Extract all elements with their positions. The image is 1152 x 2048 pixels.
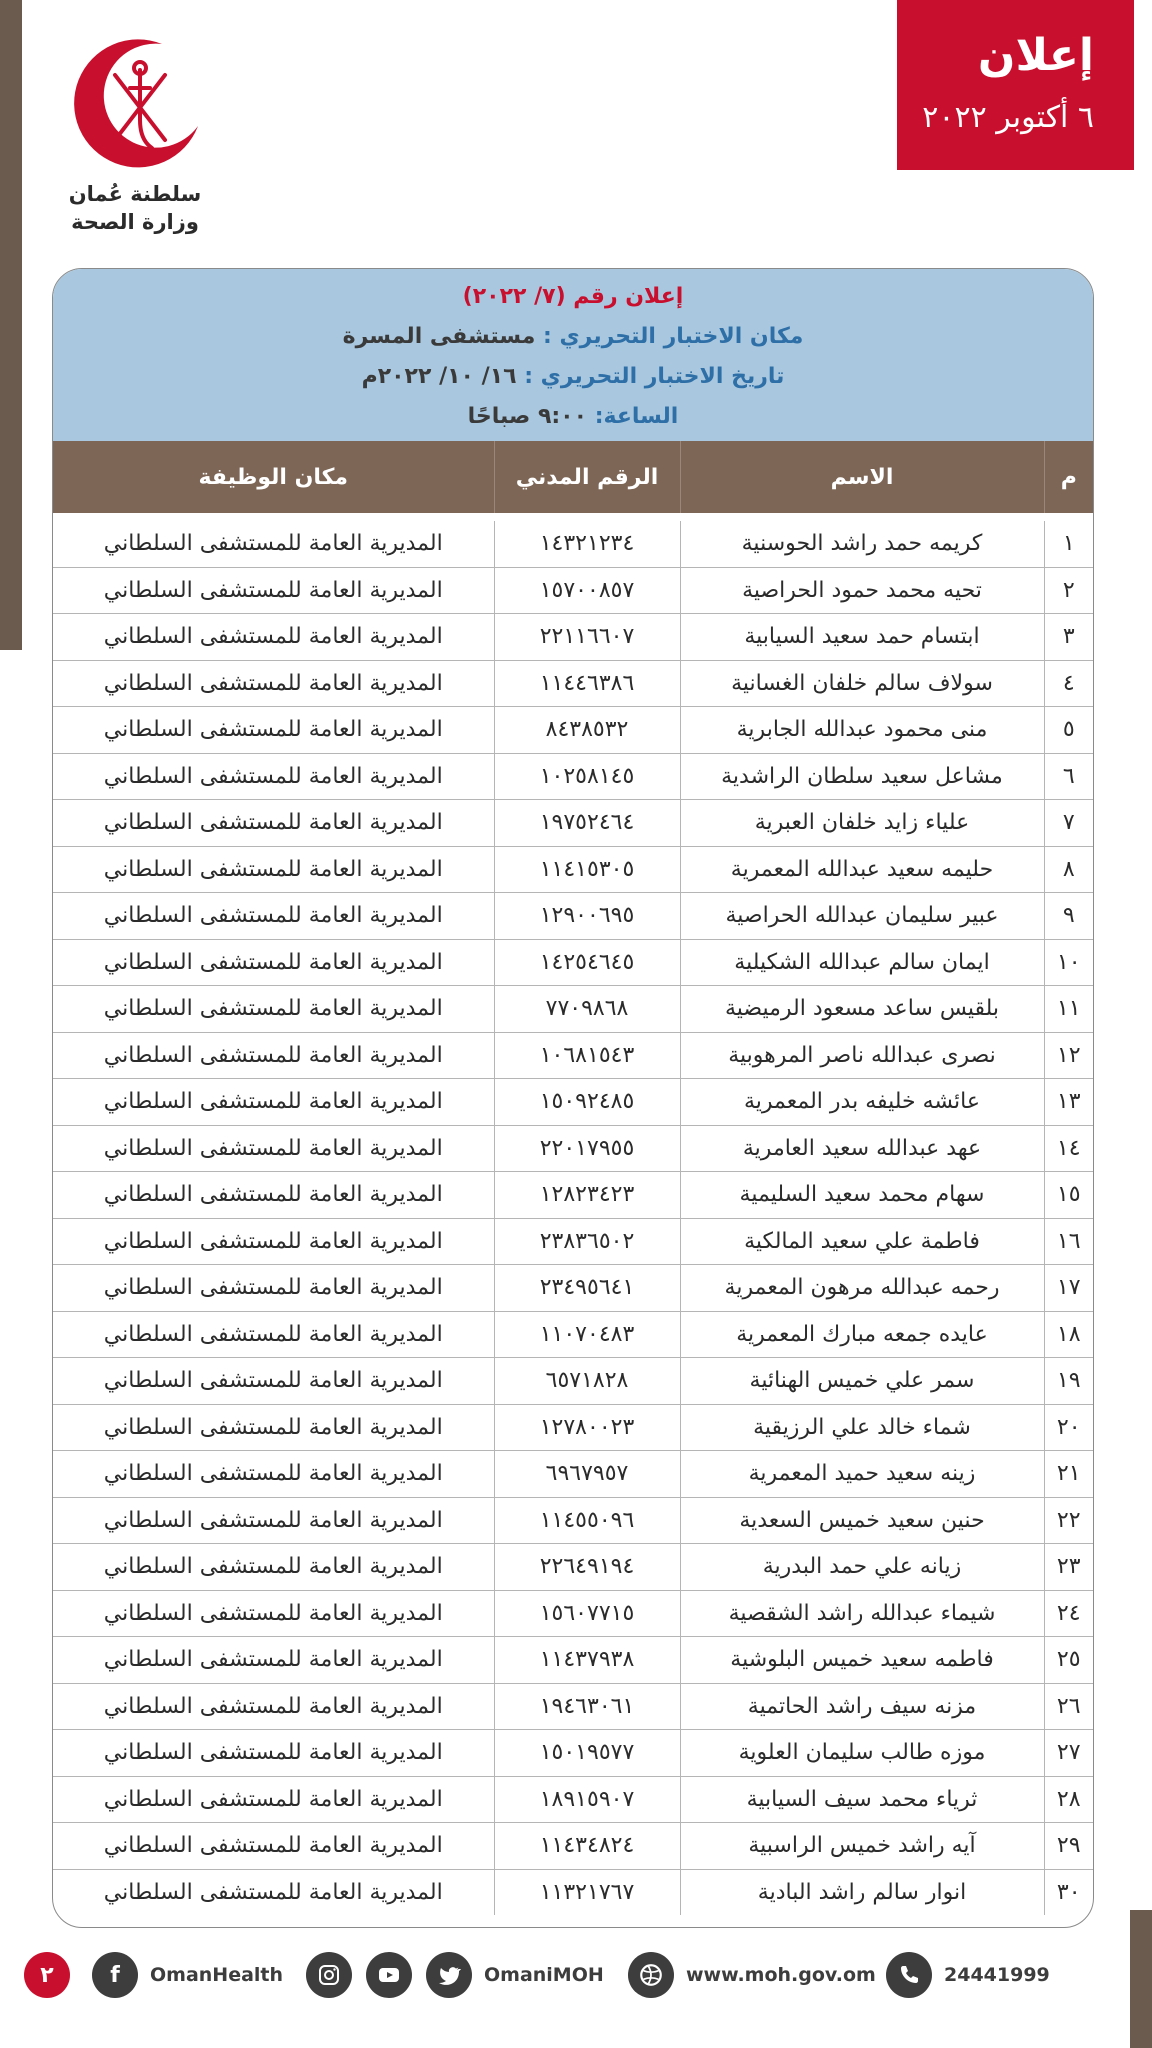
workplace: المديرية العامة للمستشفى السلطاني xyxy=(53,1079,494,1126)
civil-id: ١٠٦٨١٥٤٣ xyxy=(494,1032,680,1079)
workplace: المديرية العامة للمستشفى السلطاني xyxy=(53,1683,494,1730)
table-row xyxy=(53,521,1093,567)
candidate-name: ابتسام حمد سعيد السيابية xyxy=(680,614,1044,661)
candidate-name: موزه طالب سليمان العلوية xyxy=(680,1730,1044,1777)
ad-number: إعلان رقم (٧/ ٢٠٢٢) xyxy=(462,284,684,309)
phone-icon xyxy=(886,1952,932,1998)
row-number: ٢٤ xyxy=(1044,1590,1093,1637)
results-card xyxy=(52,268,1094,1928)
left-accent-bar xyxy=(0,0,22,650)
row-number: ٩ xyxy=(1044,893,1093,940)
workplace: المديرية العامة للمستشفى السلطاني xyxy=(53,707,494,754)
civil-id: ١٩٧٥٢٤٦٤ xyxy=(494,800,680,847)
candidate-name: فاطمة علي سعيد المالكية xyxy=(680,1218,1044,1265)
facebook-handle: OmanHealth xyxy=(150,1964,284,1986)
row-number: ٢٧ xyxy=(1044,1730,1093,1777)
table-row xyxy=(53,1683,1093,1730)
row-number: ٥ xyxy=(1044,707,1093,754)
footer xyxy=(0,1935,1152,2015)
instagram-icon xyxy=(306,1952,352,1998)
workplace: المديرية العامة للمستشفى السلطاني xyxy=(53,1451,494,1498)
row-number: ١٠ xyxy=(1044,939,1093,986)
civil-id: ١٥٠٩٢٤٨٥ xyxy=(494,1079,680,1126)
civil-id: ٢٢١١٦٦٠٧ xyxy=(494,614,680,661)
candidate-name: عبير سليمان عبدالله الحراصية xyxy=(680,893,1044,940)
facebook-icon: f xyxy=(92,1952,138,1998)
table-row xyxy=(53,1404,1093,1451)
website-link[interactable] xyxy=(628,1951,876,1999)
candidate-name: فاطمه سعيد خميس البلوشية xyxy=(680,1637,1044,1684)
candidate-name: حنين سعيد خميس السعدية xyxy=(680,1497,1044,1544)
civil-id: ١٤٢٥٤٦٤٥ xyxy=(494,939,680,986)
candidate-name: علياء زايد خلفان العبرية xyxy=(680,800,1044,847)
candidate-name: سولاف سالم خلفان الغسانية xyxy=(680,660,1044,707)
civil-id: ١١٤١٥٣٠٥ xyxy=(494,846,680,893)
civil-id: ٧٧٠٩٨٦٨ xyxy=(494,986,680,1033)
table-row xyxy=(53,753,1093,800)
table-row xyxy=(53,1590,1093,1637)
phone-link[interactable] xyxy=(886,1951,1050,1999)
table-row xyxy=(53,893,1093,940)
candidate-name: تحيه محمد حمود الحراصية xyxy=(680,567,1044,614)
table-row xyxy=(53,1730,1093,1777)
workplace: المديرية العامة للمستشفى السلطاني xyxy=(53,1265,494,1312)
twitter-icon xyxy=(426,1952,472,1998)
table-row xyxy=(53,707,1093,754)
table-row xyxy=(53,846,1093,893)
workplace: المديرية العامة للمستشفى السلطاني xyxy=(53,1637,494,1684)
row-number: ٧ xyxy=(1044,800,1093,847)
workplace: المديرية العامة للمستشفى السلطاني xyxy=(103,1879,443,1905)
civil-id: ١١٤٣٧٩٣٨ xyxy=(494,1637,680,1684)
table-row xyxy=(53,986,1093,1033)
civil-id: ٨٤٣٨٥٣٢ xyxy=(494,707,680,754)
row-number: ١٤ xyxy=(1044,1125,1093,1172)
table-row xyxy=(53,1497,1093,1544)
date-value: ١٦/ ١٠/ ٢٠٢٢م xyxy=(361,364,517,389)
workplace: المديرية العامة للمستشفى السلطاني xyxy=(53,1358,494,1405)
candidate-name: انوار سالم راشد البادية xyxy=(680,1869,1044,1915)
candidates-table xyxy=(53,441,1093,1915)
row-number: ٢٥ xyxy=(1044,1637,1093,1684)
candidate-name: مشاعل سعيد سلطان الراشدية xyxy=(680,753,1044,800)
workplace: المديرية العامة للمستشفى السلطاني xyxy=(53,1776,494,1823)
civil-id: ١١٤٥٥٠٩٦ xyxy=(494,1497,680,1544)
time-label: الساعة: xyxy=(594,404,679,429)
date-label: تاريخ الاختبار التحريري : xyxy=(524,364,785,389)
civil-id: ١١٤٣٤٨٢٤ xyxy=(494,1823,680,1870)
globe-icon xyxy=(628,1952,674,1998)
table-row xyxy=(53,1172,1093,1219)
col-header-name: الاسم xyxy=(680,441,1044,513)
workplace: المديرية العامة للمستشفى السلطاني xyxy=(53,521,494,567)
row-number: ٢٨ xyxy=(1044,1776,1093,1823)
workplace: المديرية العامة للمستشفى السلطاني xyxy=(53,614,494,661)
candidate-name: سمر علي خميس الهنائية xyxy=(680,1358,1044,1405)
candidate-name: شماء خالد علي الرزيقية xyxy=(680,1404,1044,1451)
workplace: المديرية العامة للمستشفى السلطاني xyxy=(53,986,494,1033)
twitter-link[interactable] xyxy=(426,1951,604,1999)
candidate-name: آيه راشد خميس الراسبية xyxy=(680,1823,1044,1870)
table-row xyxy=(53,1869,1093,1915)
youtube-link[interactable] xyxy=(366,1951,412,1999)
workplace: المديرية العامة للمستشفى السلطاني xyxy=(53,567,494,614)
workplace: المديرية العامة للمستشفى السلطاني xyxy=(53,753,494,800)
instagram-link[interactable] xyxy=(306,1951,352,1999)
oman-emblem-icon xyxy=(60,30,210,180)
civil-id: ٦٥٧١٨٢٨ xyxy=(494,1358,680,1405)
col-header-number: م xyxy=(1044,441,1093,513)
civil-id: ١٤٣٢١٢٣٤ xyxy=(494,521,680,567)
row-number: ٣٠ xyxy=(1044,1869,1093,1915)
place-value: مستشفى المسرة xyxy=(342,324,536,349)
row-number: ١٨ xyxy=(1044,1311,1093,1358)
row-number: ٦ xyxy=(1044,753,1093,800)
civil-id: ٢٢٦٤٩١٩٤ xyxy=(494,1544,680,1591)
row-number: ٢ xyxy=(1044,567,1093,614)
workplace: المديرية العامة للمستشفى السلطاني xyxy=(53,893,494,940)
workplace: المديرية العامة للمستشفى السلطاني xyxy=(53,1311,494,1358)
civil-id: ١٢٧٨٠٠٢٣ xyxy=(494,1404,680,1451)
table-row xyxy=(53,614,1093,661)
workplace: المديرية العامة للمستشفى السلطاني xyxy=(53,1032,494,1079)
candidate-name: كريمه حمد راشد الحوسنية xyxy=(680,521,1044,567)
row-number: ٢٣ xyxy=(1044,1544,1093,1591)
row-number: ١٣ xyxy=(1044,1079,1093,1126)
candidate-name: عايده جمعه مبارك المعمرية xyxy=(680,1311,1044,1358)
workplace: المديرية العامة للمستشفى السلطاني xyxy=(53,1730,494,1777)
workplace: المديرية العامة للمستشفى السلطاني xyxy=(53,1497,494,1544)
civil-id: ١٥٧٠٠٨٥٧ xyxy=(494,567,680,614)
col-header-civil-id: الرقم المدني xyxy=(494,441,680,513)
row-number: ١٧ xyxy=(1044,1265,1093,1312)
table-row xyxy=(53,1265,1093,1312)
table-row xyxy=(53,1358,1093,1405)
civil-id: ١١٤٤٦٣٨٦ xyxy=(494,660,680,707)
row-number: ١٢ xyxy=(1044,1032,1093,1079)
twitter-handle: OmaniMOH xyxy=(484,1964,604,1986)
table-header-row xyxy=(53,441,1093,513)
candidate-name: زينه سعيد حميد المعمرية xyxy=(680,1451,1044,1498)
logo-ministry-text: وزارة الصحة xyxy=(71,210,199,234)
table-body xyxy=(53,513,1093,1915)
logo-country-text: سلطنة عُمان xyxy=(68,182,202,206)
row-number: ٢٩ xyxy=(1044,1823,1093,1870)
table-row xyxy=(53,1032,1093,1079)
civil-id: ١٠٢٥٨١٤٥ xyxy=(494,753,680,800)
candidate-name: رحمه عبدالله مرهون المعمرية xyxy=(680,1265,1044,1312)
table-row xyxy=(53,1637,1093,1684)
candidate-name: شيماء عبدالله راشد الشقصية xyxy=(680,1590,1044,1637)
row-number: ٢٠ xyxy=(1044,1404,1093,1451)
table-row xyxy=(53,1125,1093,1172)
row-number: ١٥ xyxy=(1044,1172,1093,1219)
civil-id: ١١٠٧٠٤٨٣ xyxy=(494,1311,680,1358)
civil-id: ٢٢٠١٧٩٥٥ xyxy=(494,1125,680,1172)
workplace: المديرية العامة للمستشفى السلطاني xyxy=(53,846,494,893)
workplace: المديرية العامة للمستشفى السلطاني xyxy=(53,1823,494,1870)
workplace: المديرية العامة للمستشفى السلطاني xyxy=(53,1404,494,1451)
row-number: ١٦ xyxy=(1044,1218,1093,1265)
candidate-name: مزنه سيف راشد الحاتمية xyxy=(680,1683,1044,1730)
phone-number: 24441999 xyxy=(944,1964,1050,1986)
civil-id: ٦٩٦٧٩٥٧ xyxy=(494,1451,680,1498)
table-row xyxy=(53,660,1093,707)
place-label: مكان الاختبار التحريري : xyxy=(543,324,804,349)
civil-id: ١٥٦٠٧٧١٥ xyxy=(494,1590,680,1637)
candidate-name: عائشه خليفه بدر المعمرية xyxy=(680,1079,1044,1126)
ministry-logo xyxy=(50,30,220,236)
time-value: ٩:٠٠ صباحًا xyxy=(467,404,588,429)
row-number: ٣ xyxy=(1044,614,1093,661)
workplace: المديرية العامة للمستشفى السلطاني xyxy=(53,1544,494,1591)
table-row xyxy=(53,1823,1093,1870)
candidate-name: حليمه سعيد عبدالله المعمرية xyxy=(680,846,1044,893)
table-row xyxy=(53,1776,1093,1823)
page-number-badge xyxy=(24,1951,70,1999)
table-row xyxy=(53,1079,1093,1126)
candidate-name: نصرى عبدالله ناصر المرهوبية xyxy=(680,1032,1044,1079)
civil-id: ١٥٠١٩٥٧٧ xyxy=(494,1730,680,1777)
facebook-link[interactable] xyxy=(92,1951,283,1999)
announcement-box xyxy=(897,0,1134,170)
table-row xyxy=(53,1311,1093,1358)
announcement-date: ٦ أكتوبر ٢٠٢٢ xyxy=(922,100,1094,135)
row-number: ٨ xyxy=(1044,846,1093,893)
workplace: المديرية العامة للمستشفى السلطاني xyxy=(53,1172,494,1219)
candidate-name: منى محمود عبدالله الجابرية xyxy=(680,707,1044,754)
col-header-workplace: مكان الوظيفة xyxy=(53,441,494,513)
civil-id: ٢٣٨٣٦٥٠٢ xyxy=(494,1218,680,1265)
workplace: المديرية العامة للمستشفى السلطاني xyxy=(53,1590,494,1637)
civil-id: ١٨٩١٥٩٠٧ xyxy=(494,1776,680,1823)
candidate-name: ايمان سالم عبدالله الشكيلية xyxy=(680,939,1044,986)
workplace: المديرية العامة للمستشفى السلطاني xyxy=(53,800,494,847)
row-number: ١ xyxy=(1044,521,1093,567)
workplace: المديرية العامة للمستشفى السلطاني xyxy=(53,1218,494,1265)
civil-id: ١٢٩٠٠٦٩٥ xyxy=(494,893,680,940)
row-number: ٢٢ xyxy=(1044,1497,1093,1544)
table-row xyxy=(53,939,1093,986)
workplace: المديرية العامة للمستشفى السلطاني xyxy=(53,1125,494,1172)
row-number: ٢٦ xyxy=(1044,1683,1093,1730)
row-number: ١١ xyxy=(1044,986,1093,1033)
table-row xyxy=(53,567,1093,614)
civil-id: ١١٣٢١٧٦٧ xyxy=(494,1869,680,1915)
website-url: www.moh.gov.om xyxy=(686,1964,876,1986)
page-number: ٢ xyxy=(24,1952,70,1998)
table-row xyxy=(53,1544,1093,1591)
candidate-name: عهد عبدالله سعيد العامرية xyxy=(680,1125,1044,1172)
row-number: ٤ xyxy=(1044,660,1093,707)
candidate-name: بلقيس ساعد مسعود الرميضية xyxy=(680,986,1044,1033)
table-row xyxy=(53,800,1093,847)
row-number: ١٩ xyxy=(1044,1358,1093,1405)
row-number: ٢١ xyxy=(1044,1451,1093,1498)
table-row xyxy=(53,1451,1093,1498)
table-row xyxy=(53,1218,1093,1265)
civil-id: ١٢٨٢٣٤٢٣ xyxy=(494,1172,680,1219)
candidate-name: ثرياء محمد سيف السيابية xyxy=(680,1776,1044,1823)
civil-id: ١٩٤٦٣٠٦١ xyxy=(494,1683,680,1730)
workplace: المديرية العامة للمستشفى السلطاني xyxy=(53,939,494,986)
workplace: المديرية العامة للمستشفى السلطاني xyxy=(53,660,494,707)
announcement-title: إعلان xyxy=(977,30,1094,81)
candidate-name: سهام محمد سعيد السليمية xyxy=(680,1172,1044,1219)
card-header xyxy=(53,269,1093,441)
candidate-name: زيانه علي حمد البدرية xyxy=(680,1544,1044,1591)
civil-id: ٢٣٤٩٥٦٤١ xyxy=(494,1265,680,1312)
youtube-icon xyxy=(366,1952,412,1998)
